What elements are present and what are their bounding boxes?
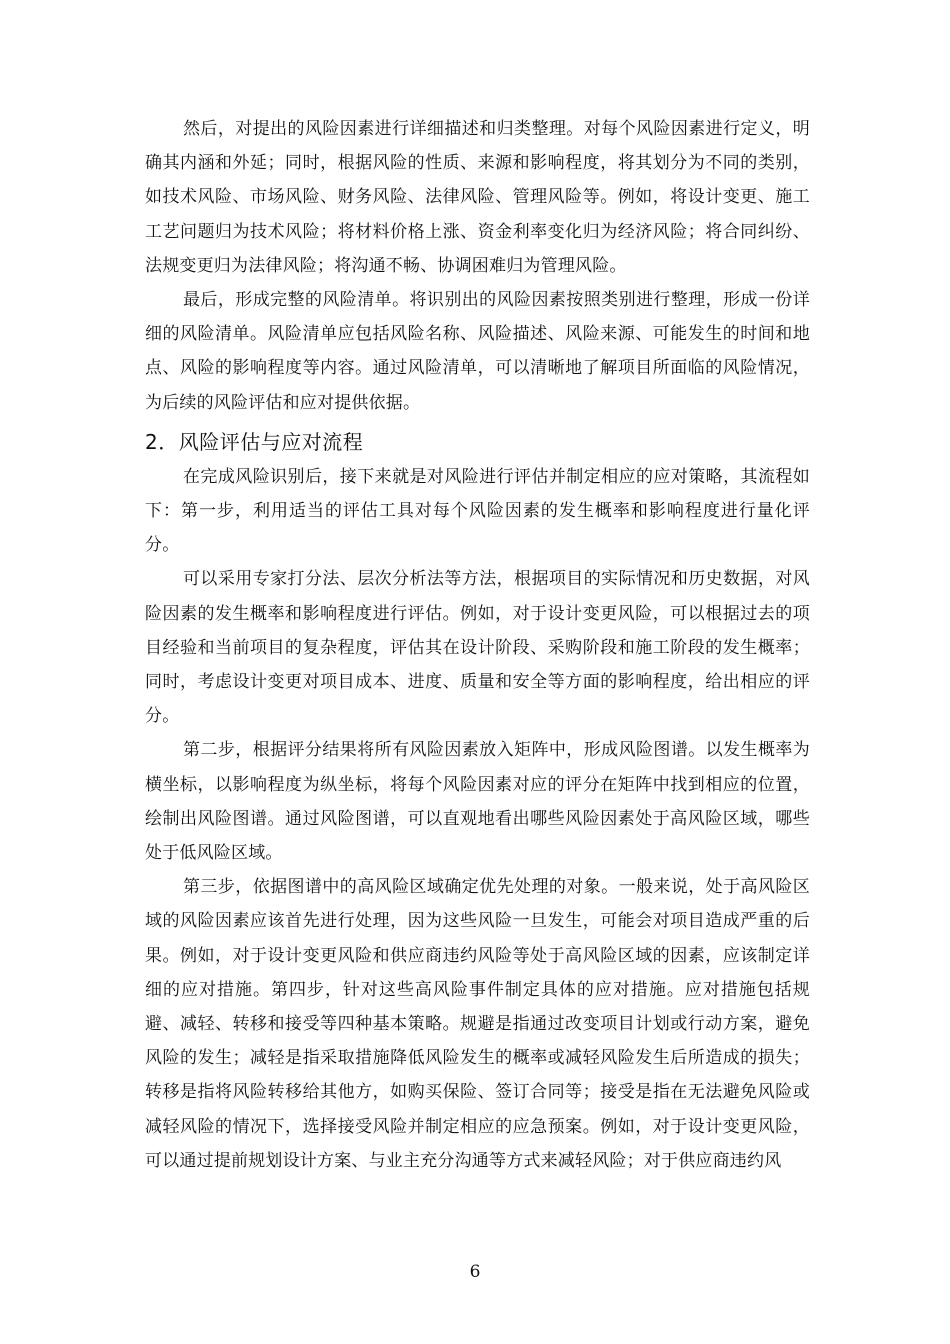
section-heading: 2．风险评估与应对流程 xyxy=(145,429,364,454)
body-paragraph: 最后，形成完整的风险清单。将识别出的风险因素按照类别进行整理，形成一份详细的风险清单。风险清单应包括风险名称、风险描述、风险来源、可能发生的时间和地点、风险的影响程度等内容。通过风险清单，可以清晰地了解项目所面临的风险情况，为后续的风险评估和应对提供依据。 xyxy=(145,290,810,413)
body-paragraph: 在完成风险识别后，接下来就是对风险进行评估并制定相应的应对策略，其流程如下：第一步，利用适当的评估工具对每个风险因素的发生概率和影响程度进行量化评分。 xyxy=(145,466,810,556)
body-paragraph: 然后，对提出的风险因素进行详细描述和归类整理。对每个风险因素进行定义，明确其内涵和外延；同时，根据风险的性质、来源和影响程度，将其划分为不同的类别，如技术风险、市场风险、财务风险、法律风险、管理风险等。例如，将设计变更、施工工艺问题归为技术风险；将材料价格上涨、资金利率变化归为经济风险；将合同纠纷、法规变更归为法律风险；将沟通不畅、协调困难归为管理风险。 xyxy=(145,119,810,276)
body-paragraph: 第三步，依据图谱中的高风险区域确定优先处理的对象。一般来说，处于高风险区域的风险因素应该首先进行处理，因为这些风险一旦发生，可能会对项目造成严重的后果。例如，对于设计变更风险和供应商违约风险等处于高风险区域的因素，应该制定详细的应对措施。第四步，针对这些高风险事件制定具体的应对措施。应对措施包括规避、减轻、转移和接受等四种基本策略。规避是指通过改变项目计划或行动方案，避免风险的发生；减轻是指采取措施降低风险发生的概率或减轻风险发生后所造成的损失；转移是指将风险转移给其他方，如购买保险、签订合同等；接受是指在无法避免风险或减轻风险的情况下，选择接受风险并制定相应的应急预案。例如，对于设计变更风险，可以通过提前规划设计方案、与业主充分沟通等方式来减轻风险；对于供应商违约风 xyxy=(145,877,810,1171)
document-page-body xyxy=(145,112,810,1178)
page-number: 6 xyxy=(469,1262,481,1282)
body-paragraph: 第二步，根据评分结果将所有风险因素放入矩阵中，形成风险图谱。以发生概率为横坐标，以影响程度为纵坐标，将每个风险因素对应的评分在矩阵中找到相应的位置，绘制出风险图谱。通过风险图谱，可以直观地看出哪些风险因素处于高风险区域，哪些处于低风险区域。 xyxy=(145,740,810,864)
body-paragraph: 可以采用专家打分法、层次分析法等方法，根据项目的实际情况和历史数据，对风险因素的发生概率和影响程度进行评估。例如，对于设计变更风险，可以根据过去的项目经验和当前项目的复杂程度，评估其在设计阶段、采购阶段和施工阶段的发生概率；同时，考虑设计变更对项目成本、进度、质量和安全等方面的影响程度，给出相应的评分。 xyxy=(145,569,810,727)
